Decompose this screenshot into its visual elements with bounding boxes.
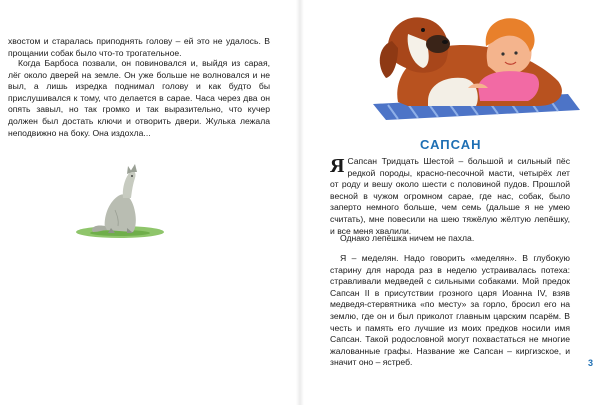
right-paragraph-1-text: Сапсан Тридцать Шестой – большой и сильный пёс редкой породы, красно-песочной масти, четырёх лет от роду и вешу около шести с половиной пудов. Прошлой весной в чужом огромном сарае, где нас, собак, было заперто немного больше, чем семь (дальше я не умею считать), мне повесили на шею тяжёлую жёлтую лепёшку, и все меня хвалили. [330, 156, 570, 236]
book-gutter [296, 0, 304, 405]
left-paragraph-2: Когда Барбоса позвали, он повиновался и, выйдя из сарая, лёг около дверей на земле. Он уже больше не волновался и не выл, а лишь изредка поднимал голову и как будто бы прислушивался к тому, что делается в сарае. Часа через два он опять завыл, но так громко и так выразительно, что кучер должен был достать ключи и отворить двери. Жулька лежала неподвижно на боку. Она издохла... [8, 58, 270, 138]
left-paragraph-1: хвостом и старалась приподнять голову – ей это не удалось. В прощании собак было что-то трогательное. [8, 36, 270, 58]
dropcap-letter: Я [330, 155, 345, 177]
story-title: САПСАН [420, 137, 482, 152]
right-paragraph-3: Я – меделян. Надо говорить «меделян». В глубокую старину для народа раз в неделю устраивалась потеха: стравливали медведей с сильными собаками. Мой предок Сапсан II в присутствии грозного царя Иоанна IV, взяв медведя-стервятника «по месту» за горло, бросил его на землю, где он и был приколот главным царским псарём. В честь и память его лучшие из моих предков носили имя Сапсан. Такой родословной могут похвастаться не многие жалованные графы. Название же Сапсан – киргизское, и значит оно – ястреб. [330, 253, 570, 368]
right-paragraph-2: Однако лепёшка ничем не пахла. [340, 233, 475, 243]
howling-dog-illustration [75, 160, 170, 240]
page-number: 3 [588, 358, 594, 368]
right-paragraph-1 [330, 156, 570, 237]
dog-and-girl-illustration [368, 6, 583, 122]
